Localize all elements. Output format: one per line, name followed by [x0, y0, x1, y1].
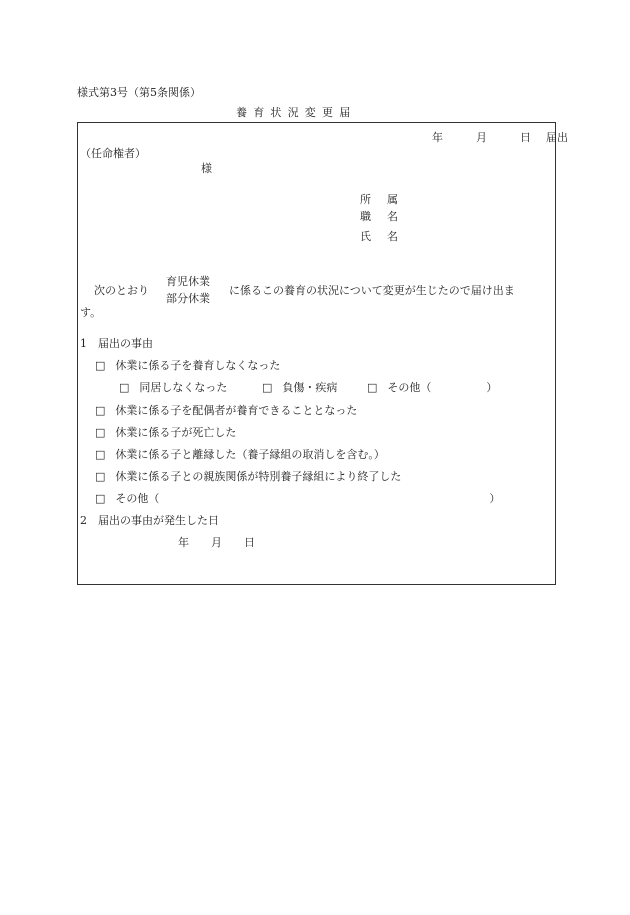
reason-label: 休業に係る子を配偶者が養育できることとなった: [115, 404, 358, 417]
subreason-label: 負傷・疾病: [282, 381, 338, 394]
position-label: 職名: [360, 210, 414, 223]
filing-month-label: 月: [476, 131, 487, 144]
checkbox[interactable]: □: [95, 448, 106, 461]
reason-label: その他（ ）: [115, 492, 501, 505]
reason-child-died: [95, 424, 236, 440]
subreason-injury-illness: [262, 379, 337, 395]
filing-day-label: 日: [520, 131, 531, 144]
occurrence-date-field[interactable]: 年 月 日: [178, 536, 255, 549]
subreason-not-cohabiting: [119, 379, 227, 395]
form-reference: 様式第3号（第5条関係）: [77, 86, 201, 99]
reason-other: [95, 490, 500, 506]
statement-continuation: す。: [80, 306, 102, 319]
filing-label: 届出: [546, 131, 568, 144]
reason-label: 休業に係る子を養育しなくなった: [115, 359, 281, 372]
subreason-other: [367, 379, 497, 395]
checkbox[interactable]: □: [95, 492, 106, 505]
statement-body: に係るこの養育の状況について変更が生じたので届け出ま: [229, 284, 515, 297]
reason-dissolved-adoption: [95, 446, 385, 462]
leave-type-stack: [166, 273, 210, 307]
reason-special-adoption: [95, 468, 401, 484]
addressee-suffix: 様: [201, 162, 212, 175]
reason-spouse-can-raise: [95, 402, 357, 418]
filing-date-line: [432, 129, 568, 145]
leave-type-childcare: 育児休業: [166, 275, 210, 288]
reason-not-raising: [95, 357, 280, 373]
subreason-label: 同居しなくなった: [139, 381, 228, 394]
checkbox[interactable]: □: [119, 381, 130, 394]
checkbox[interactable]: □: [262, 381, 273, 394]
subreason-label: その他（ ）: [387, 381, 498, 394]
checkbox[interactable]: □: [95, 359, 106, 372]
leave-type-partial: 部分休業: [166, 292, 210, 305]
checkbox[interactable]: □: [95, 404, 106, 417]
name-label: 氏名: [360, 230, 414, 243]
affiliation-label: 所属: [360, 193, 414, 206]
filing-year-label: 年: [432, 131, 443, 144]
checkbox[interactable]: □: [95, 470, 106, 483]
statement-lead: 次のとおり: [94, 284, 149, 297]
reason-label: 休業に係る子が死亡した: [115, 426, 237, 439]
checkbox[interactable]: □: [95, 426, 106, 439]
section1-heading: 1 届出の事由: [80, 337, 153, 350]
reason-label: 休業に係る子との親族関係が特別養子縁組により終了した: [115, 470, 402, 483]
document-title: 養育状況変更届: [236, 106, 357, 119]
section2-heading: 2 届出の事由が発生した日: [80, 514, 219, 527]
reason-label: 休業に係る子と離縁した（養子縁組の取消しを含む。）: [115, 448, 385, 461]
checkbox[interactable]: □: [367, 381, 378, 394]
addressee: （任命権者）: [80, 147, 146, 160]
